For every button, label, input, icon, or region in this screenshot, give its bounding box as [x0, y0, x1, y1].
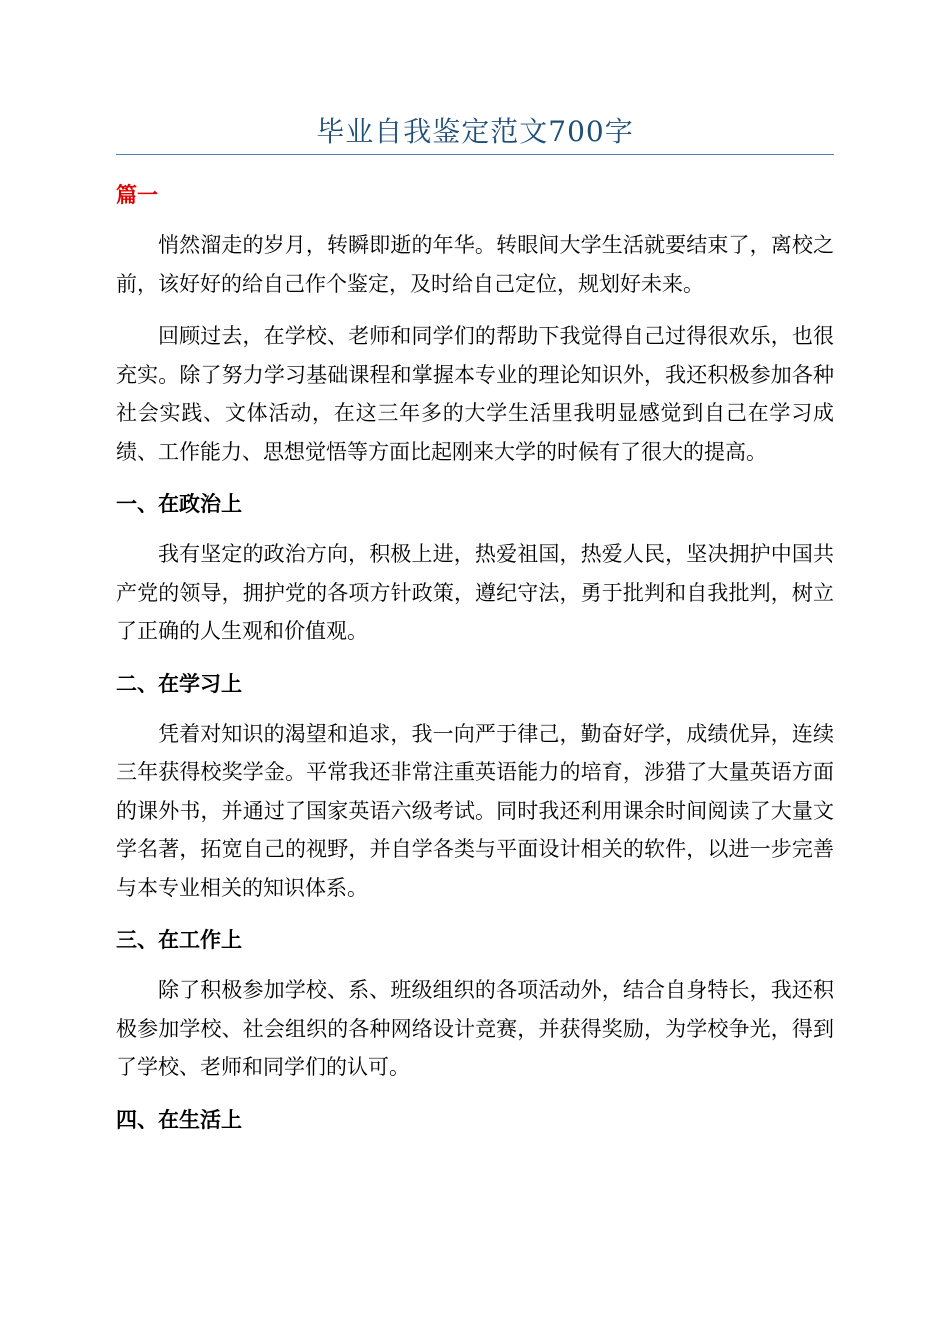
document-body [116, 176, 834, 1139]
section-paragraph-study: 凭着对知识的渴望和追求，我一向严于律己，勤奋好学，成绩优异，连续三年获得校奖学金。平常我还非常注重英语能力的培育，涉猎了大量英语方面的课外书，并通过了国家英语六级考试。同时我还利用课余时间阅读了大量文学名著，拓宽自己的视野，并自学各类与平面设计相关的软件，以进一步完善与本专业相关的知识体系。 [116, 721, 834, 900]
section-paragraph-work: 除了积极参加学校、系、班级组织的各项活动外，结合自身特长，我还积极参加学校、社会组织的各种网络设计竞赛，并获得奖励，为学校争光，得到了学校、老师和同学们的认可。 [116, 978, 834, 1079]
document-title: 毕业自我鉴定范文700字 [316, 115, 634, 148]
part-label: 篇一 [116, 183, 158, 207]
section-heading-work: 三、在工作上 [116, 928, 242, 952]
section-heading-politics: 一、在政治上 [116, 492, 242, 516]
intro-paragraph-1: 悄然溜走的岁月，转瞬即逝的年华。转眼间大学生活就要结束了，离校之前，该好好的给自己作个鉴定，及时给自己定位，规划好未来。 [116, 233, 834, 296]
section-heading-life: 四、在生活上 [116, 1107, 242, 1132]
title-underline [116, 154, 834, 155]
section-paragraph-politics: 我有坚定的政治方向，积极上进，热爱祖国，热爱人民，坚决拥护中国共产党的领导，拥护党的各项方针政策，遵纪守法，勇于批判和自我批判，树立了正确的人生观和价值观。 [116, 542, 834, 643]
section-heading-study: 二、在学习上 [116, 671, 242, 696]
intro-paragraph-2: 回顾过去，在学校、老师和同学们的帮助下我觉得自己过得很欢乐，也很充实。除了努力学习基础课程和掌握本专业的理论知识外，我还积极参加各种社会实践、文体活动，在这三年多的大学生活里我明显感觉到自己在学习成绩、工作能力、思想觉悟等方面比起刚来大学的时候有了很大的提高。 [116, 324, 834, 464]
